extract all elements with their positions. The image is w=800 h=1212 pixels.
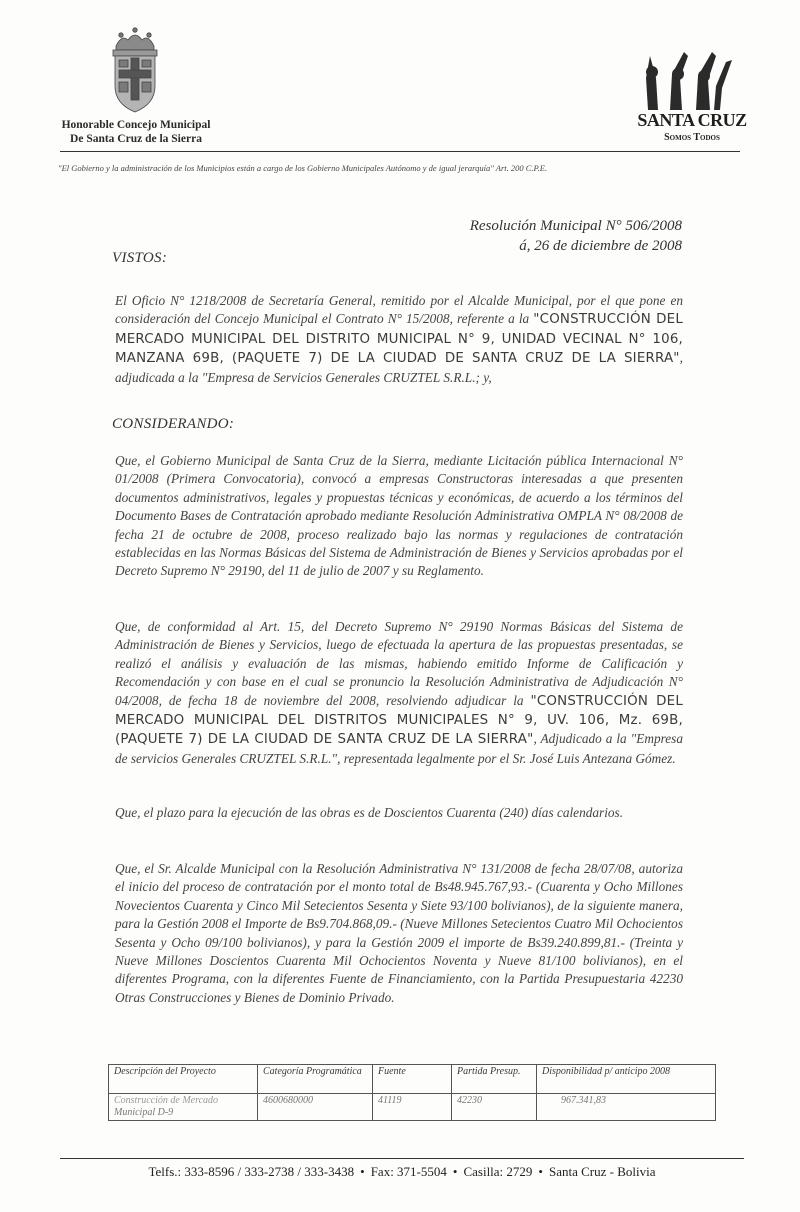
vistos-text-1: El Oficio N° 1218/2008 de Secretaría General, remitido por el Alcalde Municipal, por el que pone en consideración del Concejo Municipal el Contrato N° 15/2008, referente a la: [115, 293, 683, 327]
council-name: [30, 118, 242, 146]
logo-slogan: Somos Todos: [664, 132, 720, 143]
vistos-project-title: "CONSTRUCCIÓN DEL MERCADO MUNICIPAL DEL DISTRITO MUNICIPAL N° 9, UNIDAD VECINAL N° 106, MANZANA 69B, (PAQUETE 7) DE LA CIUDAD DE SANTA CRUZ DE LA SIERRA": [115, 312, 683, 367]
logo-name: SANTA CRUZ: [637, 110, 747, 130]
considerando-paragraph-3: Que, el plazo para la ejecución de las obras es de Doscientos Cuarenta (240) días calendarios.: [115, 805, 624, 820]
budget-description-line-1: Construcción de Mercado: [114, 1095, 219, 1106]
footer-divider: [60, 1158, 744, 1159]
considerando-p2-text-2: , Adjudicado a la "Empresa de servicios Generales CRUZTEL S.R.L.", representada legalmente por el Sr. José Luis Antezana Gómez.: [115, 731, 683, 766]
council-line-1: Honorable Concejo Municipal: [61, 119, 211, 131]
considerando-paragraph-4: Que, el Sr. Alcalde Municipal con la Resolución Administrativa N° 131/2008 de fecha 28/07/08, autoriza el inicio del proceso de contratación por el monto total de Bs48.945.767,93.- (Cuarenta y Ocho Millones Novecientos Cuarenta y Cinco Mil Setecientos Sesenta y Siete 93/100 bolivianos), de la siguiente manera, para la Gestión 2008 el Importe de Bs9.704.868,09.- (Nueve Millones Setecientos Cuatro Mil Ochocientos Sesenta y Ocho 09/100 bolivianos), y para la Gestión 2009 el importe de Bs39.240.899,81.- (Treinta y Nueve Millones Doscientos Cuarenta Mil Ochocientos Noventa y Nueve 81/100 bolivianos), en el diferentes Programa, con la diferentes Fuente de Financiamiento, con la Partida Presupuestaria 42230 Otras Construcciones y Bienes de Dominio Privado.: [115, 861, 683, 1005]
footer-city: Santa Cruz - Bolivia: [548, 1164, 656, 1179]
budget-cell-item: 42230: [452, 1094, 537, 1121]
considerando-paragraph-1: Que, el Gobierno Municipal de Santa Cruz de la Sierra, mediante Licitación pública Internacional N° 01/2008 (Primera Convocatoria), convocó a empresas Constructoras interesadas a que presenten documentos administrativos, legales y propuestas técnicas y económicas, de acuerdo a los términos del Documento Bases de Contratación aprobado mediante Resolución Administrativa OMPLA N° 08/2008 de fecha 21 de octubre de 2008, proceso realizado bajo las normas y regulaciones de contratación establecidas en las Normas Básicas del Sistema de Administración de Bienes y Servicios aprobadas por el Decreto Supremo N° 29190, del 11 de julio de 2007 y su Reglamento.: [115, 453, 683, 579]
budget-header-amount: Disponibilidad p/ anticipo 2008: [537, 1065, 716, 1094]
table-row: [109, 1094, 716, 1121]
considerando-p2-project-title: "CONSTRUCCIÓN DEL MERCADO MUNICIPAL DEL DISTRITOS MUNICIPALES N° 9, UV. 106, Mz. 69B, (PAQUETE 7) DE LA CIUDAD DE SANTA CRUZ DE LA SIERRA": [115, 693, 683, 748]
bullet-icon: •: [452, 1164, 458, 1179]
footer-box: Casilla: 2729: [463, 1164, 533, 1179]
budget-header-description: Descripción del Proyecto: [109, 1065, 258, 1094]
municipal-crest-icon: [108, 24, 162, 116]
footer-phones: Telfs.: 333-8596 / 333-2738 / 333-3438: [148, 1164, 355, 1179]
budget-description-line-2: Municipal D-9: [114, 1107, 174, 1118]
budget-header-item: Partida Presup.: [452, 1065, 537, 1094]
vistos-paragraph: [115, 292, 683, 387]
footer-fax: Fax: 371-5504: [370, 1164, 447, 1179]
header-divider: [60, 151, 740, 152]
budget-cell-source: 41119: [373, 1094, 452, 1121]
bullet-icon: •: [538, 1164, 543, 1179]
constitution-motto: "El Gobierno y la administración de los Municipios están a cargo de los Gobierno Municipales Autónomo y de igual jerarquía" Art. 200 C.P.E.: [58, 163, 548, 173]
considerando-paragraph-2: [115, 618, 683, 768]
budget-cell-category: 4600680000: [258, 1094, 373, 1121]
budget-table-header-row: [109, 1065, 716, 1094]
resolution-number: Resolución Municipal N° 506/2008: [469, 218, 682, 234]
budget-cell-description: [109, 1094, 258, 1121]
vistos-text-2: , adjudicada a la "Empresa de Servicios Generales CRUZTEL S.R.L.; y,: [115, 350, 683, 385]
budget-header-source: Fuente: [373, 1065, 452, 1094]
budget-table: [108, 1064, 716, 1121]
footer-contact: [60, 1164, 744, 1180]
budget-header-category: Categoría Programática: [258, 1065, 373, 1094]
council-line-2: De Santa Cruz de la Sierra: [70, 133, 202, 145]
budget-cell-amount: 967.341,83: [537, 1094, 716, 1121]
considerando-p2-text-1: Que, de conformidad al Art. 15, del Decreto Supremo N° 29190 Normas Básicas del Sistema de Administración de Bienes y Servicios, luego de efectuada la apertura de las propuestas presentadas, se realizó el análisis y evaluación de las mismas, habiendo emitido Informe de Calificación y Recomendación y con base en el cual se pronuncio la Resolución Administrativa de Adjudicación N° 04/2008, de fecha 18 de noviembre del 2008, resolviendo adjudicar la: [115, 619, 683, 708]
considerando-heading: CONSIDERANDO:: [112, 416, 235, 432]
resolution-date: á, 26 de diciembre de 2008: [519, 238, 682, 254]
vistos-heading: VISTOS:: [112, 250, 168, 266]
bullet-icon: •: [360, 1164, 365, 1179]
